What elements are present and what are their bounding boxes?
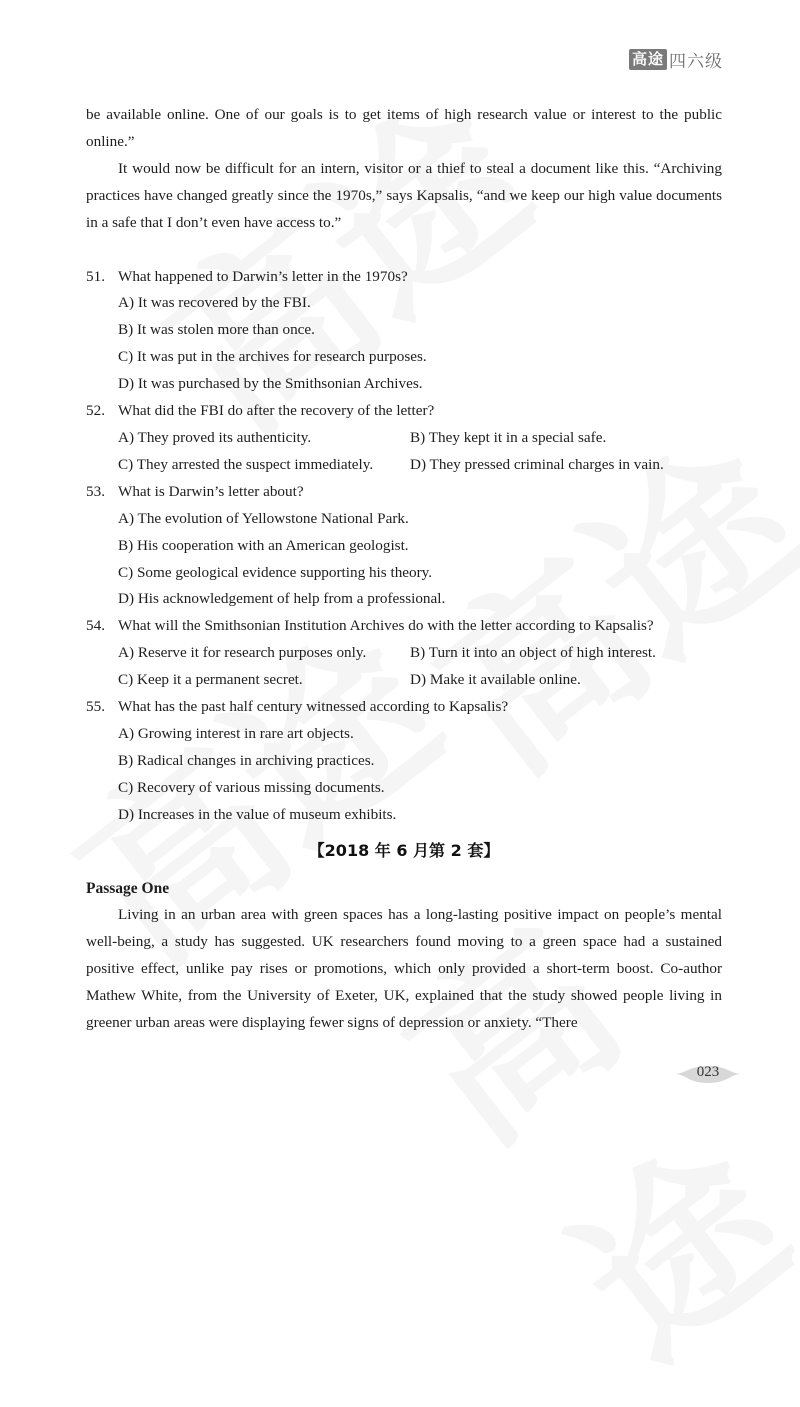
question-text: What happened to Darwin’s letter in the 1970s?	[118, 267, 408, 285]
answer-option: B) Radical changes in archiving practices.	[118, 751, 375, 769]
passage-paragraph: Living in an urban area with green spaces has a long-lasting positive impact on people’s mental well-being, a study has suggested. UK researchers found moving to a green space had a sustained positive effect, unlike pay rises or promotions, which only provided a short-term boost. Co-author Mathew White, from the University of Exeter, UK, explained that the study showed people living in greener urban areas were displaying fewer signs of depression or anxiety. “There	[86, 906, 722, 1032]
question-number: 51.	[86, 267, 105, 285]
answer-option: D) His acknowledgement of help from a professional.	[118, 590, 446, 608]
intro-paragraph-2: It would now be difficult for an intern, visitor or a thief to steal a document like this. “Archiving practices have changed greatly since the 1970s,” says Kapsalis, “and we keep our high value documents in a safe that I don’t even have access to.”	[86, 159, 722, 231]
question	[86, 694, 722, 721]
answer-option: B) They kept it in a special safe.	[410, 428, 607, 446]
page-number: 023	[696, 1064, 720, 1080]
answer-option: D) They pressed criminal charges in vain.	[410, 455, 664, 473]
answer-option: B) His cooperation with an American geologist.	[118, 536, 409, 554]
page-content	[86, 102, 722, 1037]
answer-option: C) It was put in the archives for research purposes.	[118, 348, 427, 366]
brand-logo-box: 高途	[629, 49, 667, 70]
answer-option: D) Increases in the value of museum exhibits.	[118, 805, 397, 823]
answer-option: C) Recovery of various missing documents.	[118, 778, 385, 796]
question	[86, 264, 722, 291]
answer-option: C) Some geological evidence supporting his theory.	[118, 563, 433, 581]
page-number-badge	[672, 1062, 744, 1086]
question	[86, 613, 722, 640]
question-number: 54.	[86, 617, 105, 635]
intro-paragraph-1: be available online. One of our goals is to get items of high research value or interest to the public online.”	[86, 106, 722, 150]
passage-title: Passage One	[86, 879, 170, 897]
answer-option-row	[86, 425, 722, 452]
brand-logo-text: 四六级	[669, 51, 723, 72]
answer-option: A) They proved its authenticity.	[118, 428, 312, 446]
answer-option: C) They arrested the suspect immediately.	[118, 455, 374, 473]
answer-option: D) It was purchased by the Smithsonian Archives.	[118, 375, 423, 393]
question-number: 52.	[86, 402, 105, 420]
header-brand	[629, 48, 723, 70]
question-text: What will the Smithsonian Institution Archives do with the letter according to Kapsalis?	[118, 617, 654, 635]
answer-option: A) Reserve it for research purposes only.	[118, 644, 367, 662]
question-number: 55.	[86, 698, 105, 716]
question-text: What has the past half century witnessed according to Kapsalis?	[118, 698, 509, 716]
question-number: 53.	[86, 482, 105, 500]
question	[86, 479, 722, 506]
answer-option: A) It was recovered by the FBI.	[118, 294, 311, 312]
answer-option: A) The evolution of Yellowstone National Park.	[118, 509, 409, 527]
question	[86, 398, 722, 425]
answer-option: C) Keep it a permanent secret.	[118, 671, 303, 689]
question-text: What is Darwin’s letter about?	[118, 482, 304, 500]
question-text: What did the FBI do after the recovery of the letter?	[118, 402, 435, 420]
spacer	[86, 237, 722, 264]
answer-option: A) Growing interest in rare art objects.	[118, 724, 354, 742]
answer-option: B) It was stolen more than once.	[118, 321, 315, 339]
answer-option-row	[86, 452, 722, 479]
answer-option: B) Turn it into an object of high interest.	[410, 644, 656, 662]
answer-option-row	[86, 667, 722, 694]
section-title: 【2018 年 6 月第 2 套】	[308, 840, 500, 860]
answer-option: D) Make it available online.	[410, 671, 581, 689]
answer-option-row	[86, 640, 722, 667]
